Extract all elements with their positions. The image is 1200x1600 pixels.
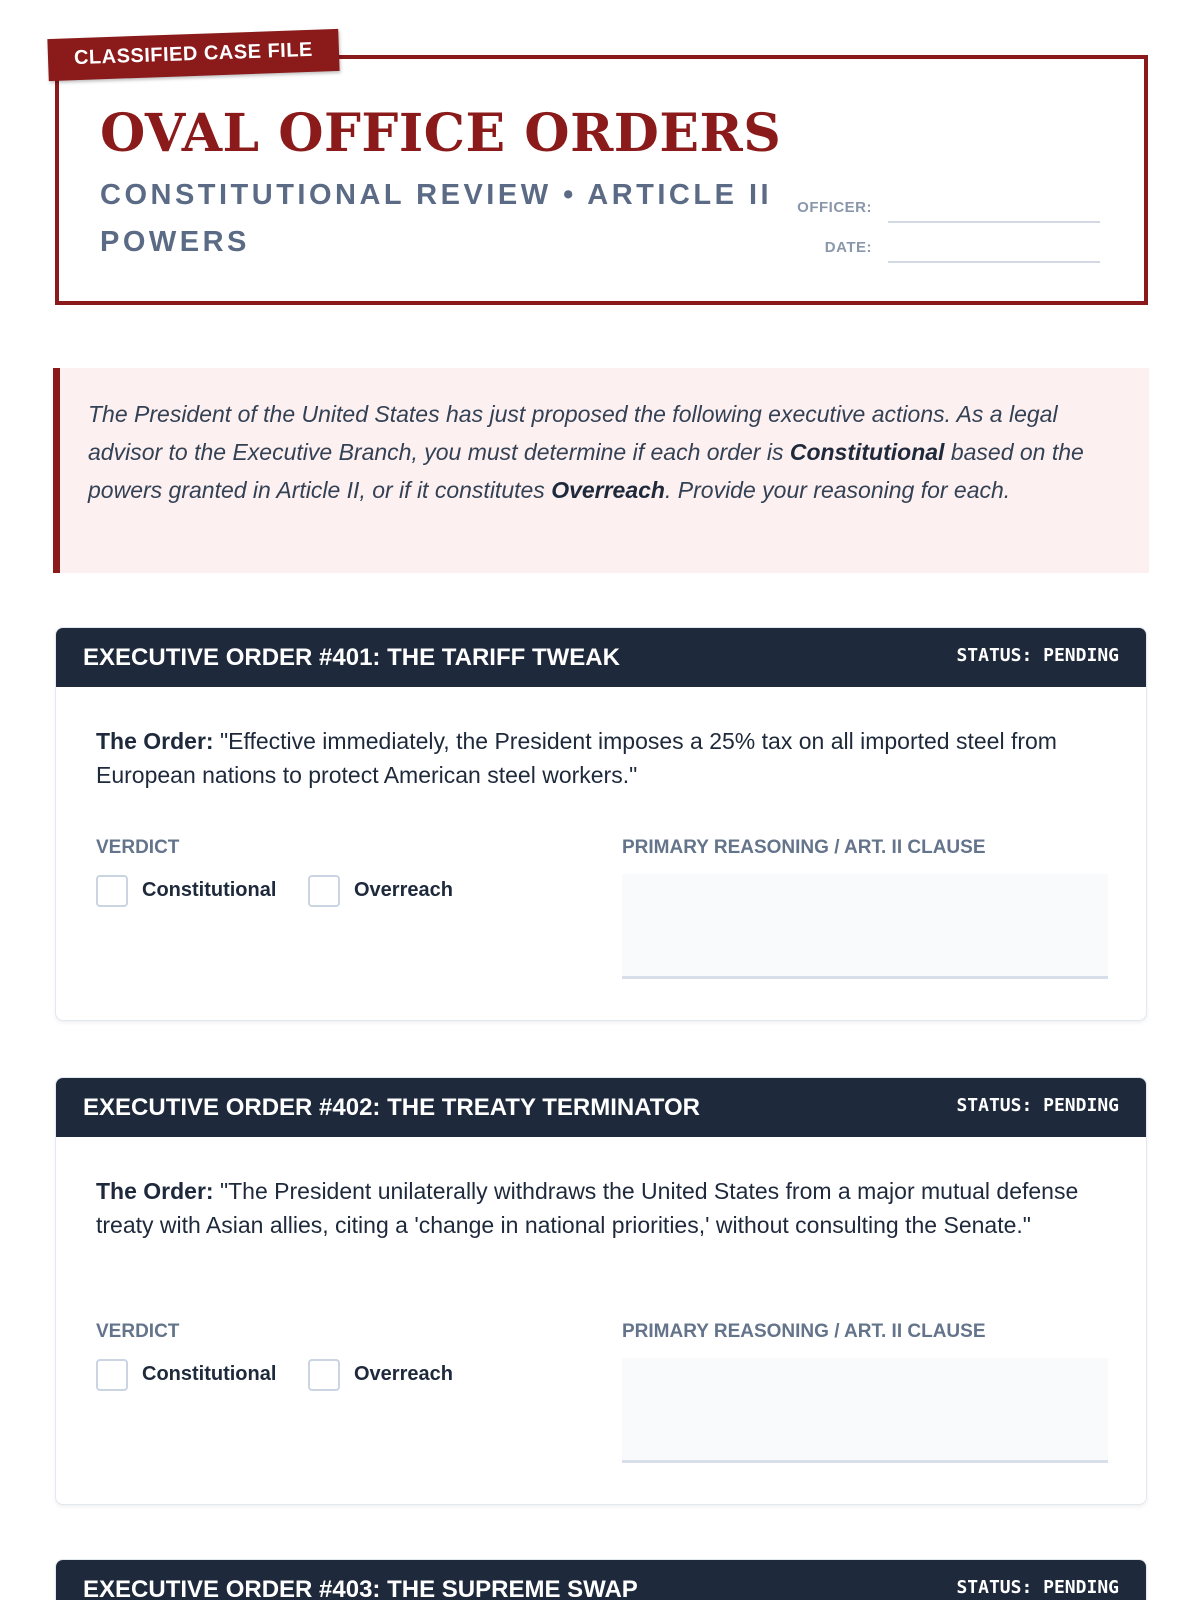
page-title: OVAL OFFICE ORDERS [100, 103, 782, 164]
status-badge: STATUS: PENDING [956, 1095, 1119, 1116]
order-header [56, 1560, 1146, 1600]
verdict-label: VERDICT [96, 1321, 180, 1342]
reasoning-input[interactable] [622, 874, 1108, 979]
order-card [55, 1559, 1147, 1600]
order-card [55, 627, 1147, 1021]
constitutional-option[interactable] [96, 1359, 296, 1391]
overreach-checkbox[interactable] [308, 875, 340, 907]
date-field[interactable] [888, 261, 1100, 263]
order-title: EXECUTIVE ORDER #401: THE TARIFF TWEAK [83, 644, 620, 671]
instructions-box [53, 368, 1149, 573]
overreach-label: Overreach [354, 879, 453, 901]
instructions-text-3: . Provide your reasoning for each. [665, 477, 1011, 503]
constitutional-option[interactable] [96, 875, 296, 907]
reasoning-label: PRIMARY REASONING / ART. II CLAUSE [622, 837, 986, 858]
officer-label: OFFICER: [797, 199, 872, 216]
order-quote: "Effective immediately, the President imposes a 25% tax on all imported steel from European nations to protect American steel workers." [96, 728, 1057, 788]
status-badge: STATUS: PENDING [956, 645, 1119, 666]
order-header [56, 1078, 1146, 1137]
constitutional-checkbox[interactable] [96, 1359, 128, 1391]
overreach-label: Overreach [354, 1363, 453, 1385]
officer-field[interactable] [888, 221, 1100, 223]
overreach-option[interactable] [308, 1359, 478, 1391]
constitutional-label: Constitutional [142, 879, 277, 901]
order-title: EXECUTIVE ORDER #402: THE TREATY TERMINATOR [83, 1094, 700, 1121]
order-lead: The Order: [96, 728, 214, 754]
order-card [55, 1077, 1147, 1505]
overreach-option[interactable] [308, 875, 478, 907]
order-description [96, 1174, 1096, 1242]
instructions-text-2: based on the powers granted in Article II, or if it constitutes [88, 439, 1084, 503]
order-lead: The Order: [96, 1178, 214, 1204]
verdict-label: VERDICT [96, 837, 180, 858]
order-header [56, 628, 1146, 687]
constitutional-label: Constitutional [142, 1363, 277, 1385]
order-quote: "The President unilaterally withdraws the United States from a major mutual defense treaty with Asian allies, citing a 'change in national priorities,' without consulting the Senate." [96, 1178, 1079, 1238]
overreach-checkbox[interactable] [308, 1359, 340, 1391]
status-badge: STATUS: PENDING [956, 1577, 1119, 1598]
instructions-bold-constitutional: Constitutional [789, 439, 945, 465]
date-row [770, 233, 1100, 263]
constitutional-checkbox[interactable] [96, 875, 128, 907]
order-title: EXECUTIVE ORDER #403: THE SUPREME SWAP [83, 1576, 638, 1600]
officer-row [770, 193, 1100, 223]
order-description [96, 724, 1096, 792]
page-subtitle: CONSTITUTIONAL REVIEW • ARTICLE II POWERS [100, 179, 773, 258]
date-label: DATE: [824, 239, 872, 256]
instructions-text-1: The President of the United States has just proposed the following executive actions. As a legal advisor to the Executive Branch, you must determine if each order is [88, 401, 1058, 465]
reasoning-label: PRIMARY REASONING / ART. II CLAUSE [622, 1321, 986, 1342]
instructions-bold-overreach: Overreach [551, 477, 665, 503]
reasoning-input[interactable] [622, 1358, 1108, 1463]
classified-tag: CLASSIFIED CASE FILE [47, 29, 339, 81]
